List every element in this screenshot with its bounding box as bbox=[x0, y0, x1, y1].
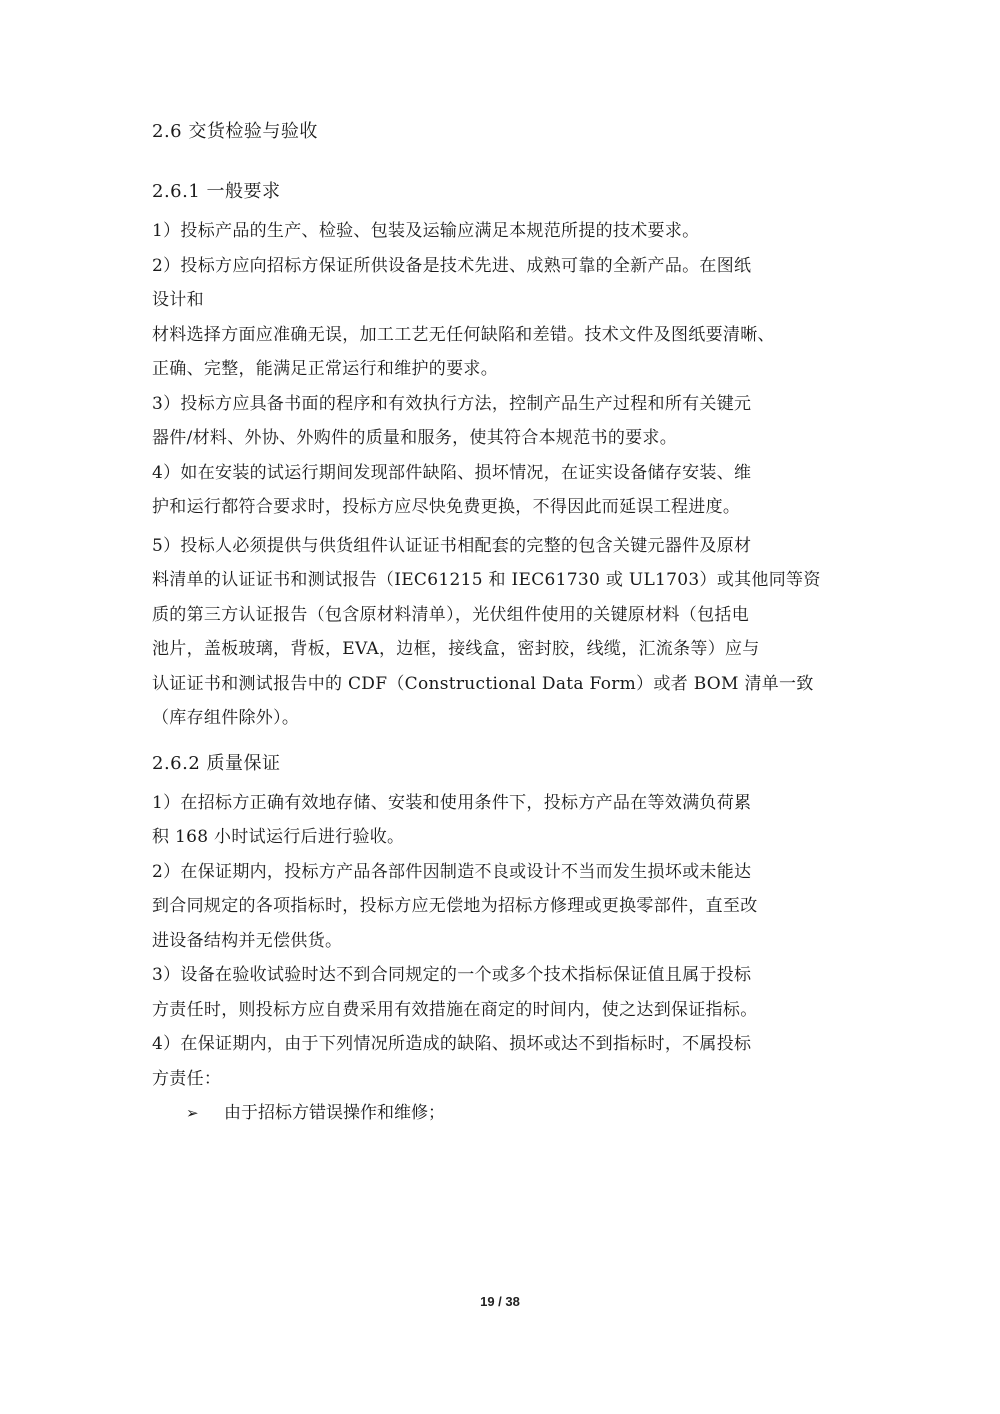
paragraph-line: 积 168 小时试运行后进行验收。 bbox=[152, 827, 405, 847]
paragraph-line: 4）在保证期内，由于下列情况所造成的缺陷、损坏或达不到指标时，不属投标 bbox=[152, 1034, 752, 1054]
paragraph-line: 方责任时，则投标方应自费采用有效措施在商定的时间内，使之达到保证指标。 bbox=[152, 999, 758, 1020]
paragraph-line: 正确、完整，能满足正常运行和维护的要求。 bbox=[152, 359, 498, 379]
paragraph-line: 设计和 bbox=[152, 290, 204, 310]
paragraph-line: 池片，盖板玻璃，背板，EVA，边框，接线盒，密封胶，线缆，汇流条等）应与 bbox=[152, 639, 760, 659]
paragraph-line: 5）投标人必须提供与供货组件认证证书相配套的完整的包含关键元器件及原材 bbox=[152, 535, 752, 556]
paragraph-line: 进设备结构并无偿供货。 bbox=[152, 930, 343, 951]
bullet-text: 由于招标方错误操作和维修； bbox=[224, 1103, 445, 1123]
page-content bbox=[152, 118, 852, 1131]
paragraph-line: 方责任： bbox=[152, 1068, 222, 1089]
bullet-item bbox=[152, 1096, 852, 1131]
paragraph-line: 材料选择方面应准确无误，加工工艺无任何缺陷和差错。技术文件及图纸要清晰、 bbox=[152, 324, 775, 345]
arrow-bullet-icon: ➢ bbox=[186, 1104, 199, 1122]
paragraph-line: 认证证书和测试报告中的 CDF（Constructional Data Form）或者 BOM 清单一致 bbox=[152, 673, 814, 694]
paragraph-line: 质的第三方认证报告（包含原材料清单），光伏组件使用的关键原材料（包括电 bbox=[152, 604, 749, 625]
page-number: 19 / 38 bbox=[480, 1294, 520, 1309]
paragraph-line: 2）投标方应向招标方保证所供设备是技术先进、成熟可靠的全新产品。在图纸 bbox=[152, 255, 752, 276]
paragraph-line: 3）设备在验收试验时达不到合同规定的一个或多个技术指标保证值且属于投标 bbox=[152, 965, 752, 985]
paragraph-line: 料清单的认证证书和测试报告（IEC61215 和 IEC61730 或 UL1703）或其他同等资 bbox=[152, 570, 821, 590]
paragraph-line: （库存组件除外）。 bbox=[152, 708, 300, 728]
paragraph-line: 护和运行都符合要求时，投标方应尽快免费更换，不得因此而延误工程进度。 bbox=[152, 497, 741, 517]
subsection-heading-quality: 2.6.2 质量保证 bbox=[152, 752, 281, 774]
paragraph-line: 器件/材料、外协、外购件的质量和服务，使其符合本规范书的要求。 bbox=[152, 428, 678, 448]
paragraph-line: 3）投标方应具备书面的程序和有效执行方法，控制产品生产过程和所有关键元 bbox=[152, 393, 752, 414]
subsection-heading-general: 2.6.1 一般要求 bbox=[152, 181, 281, 202]
paragraph-line: 1）投标产品的生产、检验、包装及运输应满足本规范所提的技术要求。 bbox=[152, 221, 700, 241]
paragraph-line: 4）如在安装的试运行期间发现部件缺陷、损坏情况，在证实设备储存安装、维 bbox=[152, 462, 752, 483]
section-heading: 2.6 交货检验与验收 bbox=[152, 121, 318, 142]
paragraph-line: 1）在招标方正确有效地存储、安装和使用条件下，投标方产品在等效满负荷累 bbox=[152, 792, 752, 813]
paragraph-line: 到合同规定的各项指标时，投标方应无偿地为招标方修理或更换零部件，直至改 bbox=[152, 896, 758, 916]
paragraph-line: 2）在保证期内，投标方产品各部件因制造不良或设计不当而发生损坏或未能达 bbox=[152, 861, 752, 882]
